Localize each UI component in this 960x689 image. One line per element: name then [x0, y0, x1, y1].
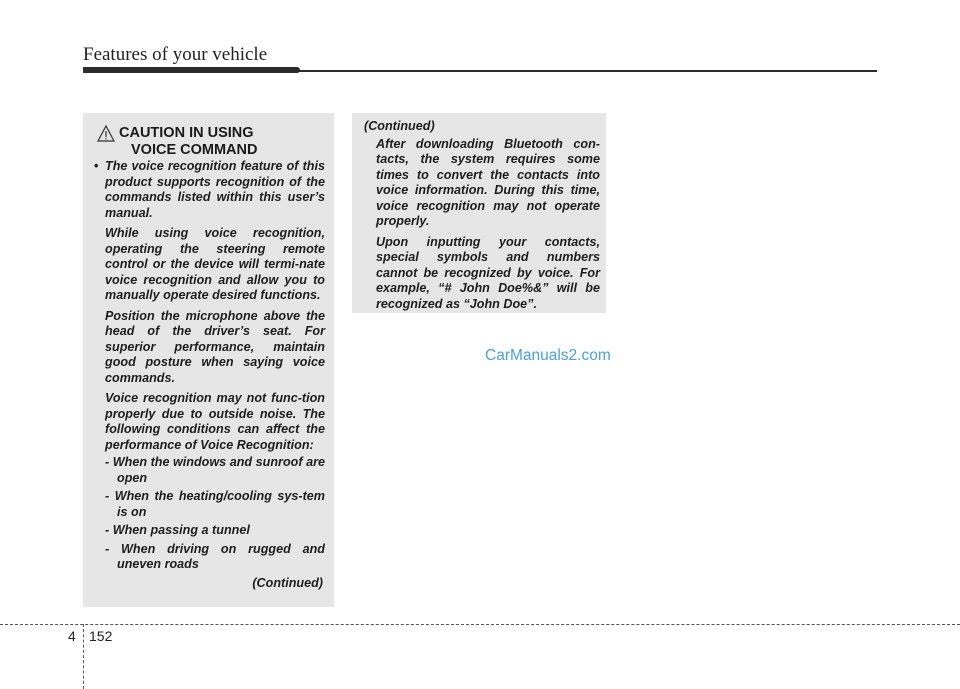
continued-label: (Continued): [364, 119, 435, 133]
caution-title: [119, 125, 319, 159]
warning-triangle-icon: [97, 125, 115, 142]
continuation-paragraph: After downloading Bluetooth con-tacts, the system requires some times to convert the contacts into voice information. During this time, voice recognition may not operate properly.: [376, 136, 600, 228]
conditions-list: [89, 455, 325, 573]
header-rule-thin: [296, 70, 877, 72]
condition-item: - When the heating/cooling sys-tem is on: [105, 489, 325, 519]
header-rule-thick: [83, 67, 300, 73]
caution-title-line-2: VOICE COMMAND: [131, 142, 258, 158]
footer-rule: [0, 624, 960, 625]
chapter-number: 4: [68, 628, 76, 644]
caution-title-line-1: CAUTION IN USING: [119, 125, 254, 141]
caution-bullet: • The voice recognition feature of this product supports recognition of the commands listed within this user’s manual.: [89, 159, 325, 221]
caution-box: [83, 113, 334, 607]
continuation-body: [364, 119, 600, 317]
caution-paragraph: Voice recognition may not func-tion properly due to outside noise. The following conditions can affect the performance of Voice Recognition:: [105, 391, 325, 452]
continuation-box: [352, 113, 606, 313]
continued-label: (Continued): [252, 575, 323, 590]
caution-paragraph: While using voice recognition, operating the steering remote control or the device will termi-nate voice recognition and allow you to manually operate desired functions.: [105, 226, 325, 302]
continuation-paragraph: Upon inputting your contacts, special symbols and numbers cannot be recognized by voice. For example, “# John Doe%&” will be recognized as “John Doe”.: [376, 234, 600, 311]
caution-body: [89, 159, 325, 591]
condition-item: - When passing a tunnel: [105, 523, 250, 537]
condition-item: - When the windows and sunroof are open: [105, 455, 325, 485]
footer-divider: [83, 624, 84, 689]
watermark-link[interactable]: CarManuals2.com: [485, 347, 611, 364]
caution-paragraph: Position the microphone above the head of the driver’s seat. For superior performance, maintain good posture when saying voice commands.: [105, 308, 325, 385]
condition-item: - When driving on rugged and uneven roads: [105, 541, 325, 571]
page-header-title: Features of your vehicle: [83, 44, 268, 65]
page-number: 152: [89, 628, 113, 644]
